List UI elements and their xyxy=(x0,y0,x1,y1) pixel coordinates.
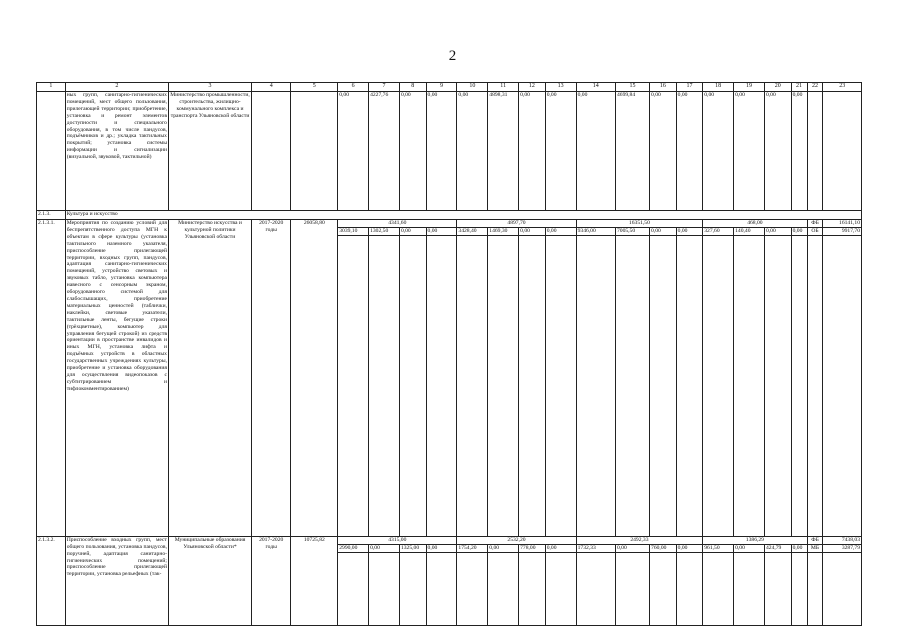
year-total: 1386,29 xyxy=(703,536,807,544)
measure-description: Приспособление входных групп, мест общего пользования, установка пандусов, поручней, адаптация санитарно-гигиенических помещений; приспособление прилегающей территории, установка рельефных (так- xyxy=(65,536,168,625)
year-total: 4315,00 xyxy=(338,536,457,544)
col-num: 22 xyxy=(807,83,823,92)
value-cell: 961,50 xyxy=(703,544,734,552)
table-row xyxy=(37,92,862,211)
section-code: 2.1.3. xyxy=(37,211,66,220)
value-cell: 0,00 xyxy=(650,227,677,235)
value-cell: 2990,00 xyxy=(338,544,369,552)
col-num: 2 xyxy=(65,83,168,92)
row-code: 2.1.3.2. xyxy=(37,536,66,625)
value-cell: 0,00 xyxy=(734,92,765,211)
value-cell: 0,00 xyxy=(426,544,457,552)
col-num: 6 xyxy=(338,83,369,92)
value-cell: 0,00 xyxy=(791,227,807,235)
col-num: 1 xyxy=(37,83,66,92)
value-cell: 0,00 xyxy=(369,544,400,552)
program-table xyxy=(36,82,862,626)
year-total: 2532,20 xyxy=(457,536,576,544)
source-total: 9917,70 xyxy=(823,227,862,235)
col-num: 4 xyxy=(252,83,291,92)
col-num: 5 xyxy=(291,83,338,92)
page-number: 2 xyxy=(448,48,457,64)
value-cell: 327,60 xyxy=(703,227,734,235)
value-cell: 0,00 xyxy=(399,227,426,235)
value-cell: 1469,30 xyxy=(488,227,519,235)
funding-source: ФБ xyxy=(807,220,823,228)
value-cell: 760,00 xyxy=(650,544,677,552)
value-cell: 0,00 xyxy=(545,544,576,552)
year-total: 468,00 xyxy=(703,220,807,228)
value-cell: 0,00 xyxy=(791,544,807,552)
period: 2017-2020 годы xyxy=(252,536,291,625)
value-cell: 0,00 xyxy=(650,92,677,211)
value-cell: 1732,33 xyxy=(576,544,615,552)
value-cell: 1302,50 xyxy=(369,227,400,235)
source-total: 3287,79 xyxy=(823,544,862,552)
table-row xyxy=(37,536,862,544)
col-num: 7 xyxy=(369,83,400,92)
value-cell: 0,00 xyxy=(399,92,426,211)
value-cell: 7005,50 xyxy=(615,227,649,235)
value-cell: 3039,10 xyxy=(338,227,369,235)
value-cell: 424,79 xyxy=(764,544,791,552)
col-num: 16 xyxy=(650,83,677,92)
col-num: 23 xyxy=(823,83,862,92)
executor: Министерство промышленности, строительства, жилищно-коммунального комплекса и транспорта Ульяновской области xyxy=(168,92,251,211)
value-cell: 0,00 xyxy=(426,227,457,235)
year-total: 4341,60 xyxy=(338,220,457,228)
year-total: 4897,70 xyxy=(457,220,576,228)
value-cell: 9346,00 xyxy=(576,227,615,235)
col-num: 17 xyxy=(676,83,703,92)
col-num: 3 xyxy=(168,83,251,92)
value-cell: 0,00 xyxy=(576,92,615,211)
value-cell: 0,00 xyxy=(488,544,519,552)
source-total: 16141,10 xyxy=(823,220,862,228)
value-cell: 778,00 xyxy=(519,544,546,552)
source-total: 7438,03 xyxy=(823,536,862,544)
total-cost: 26058,80 xyxy=(291,220,338,537)
value-cell: 0,00 xyxy=(519,227,546,235)
col-num: 11 xyxy=(488,83,519,92)
table-row xyxy=(37,220,862,228)
col-num: 13 xyxy=(545,83,576,92)
funding-source: МБ xyxy=(807,544,823,552)
value-cell: 0,00 xyxy=(457,92,488,211)
value-cell: 0,00 xyxy=(545,227,576,235)
funding-source: ОБ xyxy=(807,227,823,235)
col-num: 8 xyxy=(399,83,426,92)
value-cell: 0,00 xyxy=(764,227,791,235)
col-num: 12 xyxy=(519,83,546,92)
value-cell: 4227,76 xyxy=(369,92,400,211)
section-row xyxy=(37,211,862,220)
section-title: Культура и искусство xyxy=(65,211,861,220)
value-cell: 140,40 xyxy=(734,227,765,235)
executor: Муниципальные образования Ульяновской области* xyxy=(168,536,251,625)
value-cell: 0,00 xyxy=(676,92,703,211)
value-cell: 4699,84 xyxy=(615,92,649,211)
funding-source: ФБ xyxy=(807,536,823,544)
col-num: 18 xyxy=(703,83,734,92)
col-num: 21 xyxy=(791,83,807,92)
executor: Министерство искусства и культурной политики Ульяновской области xyxy=(168,220,251,537)
value-cell: 0,00 xyxy=(519,92,546,211)
value-cell: 0,00 xyxy=(676,544,703,552)
col-num: 9 xyxy=(426,83,457,92)
year-total: 16351,50 xyxy=(576,220,703,228)
row-code: 2.1.3.1. xyxy=(37,220,66,537)
value-cell: 0,00 xyxy=(338,92,369,211)
column-number-row xyxy=(37,83,862,92)
value-cell: 0,00 xyxy=(426,92,457,211)
value-cell: 0,00 xyxy=(764,92,791,211)
period: 2017-2020 годы xyxy=(252,220,291,537)
value-cell: 0,00 xyxy=(615,544,649,552)
measure-description: ных групп, санитарно-гигиенических помещений, мест общего пользования, прилегающей территории; приобретение, установка и ремонт элементов доступности и специального оборудования, в том числе пандусов, подъёмников и др.; укладка тактильных покрытий; установка системы информации и сигнализации (визуальной, звуковой, тактильной) xyxy=(65,92,168,211)
value-cell: 1325,00 xyxy=(399,544,426,552)
value-cell: 3428,40 xyxy=(457,227,488,235)
year-total: 2492,33 xyxy=(576,536,703,544)
total-cost: 10725,82 xyxy=(291,536,338,625)
col-num: 20 xyxy=(764,83,791,92)
col-num: 19 xyxy=(734,83,765,92)
value-cell: 0,00 xyxy=(734,544,765,552)
value-cell: 0,00 xyxy=(545,92,576,211)
value-cell: 4898,31 xyxy=(488,92,519,211)
value-cell: 1754,20 xyxy=(457,544,488,552)
value-cell: 0,00 xyxy=(791,92,807,211)
col-num: 10 xyxy=(457,83,488,92)
col-num: 14 xyxy=(576,83,615,92)
col-num: 15 xyxy=(615,83,649,92)
measure-description: Мероприятия по созданию условий для беспрепятственного доступа МГН к объектам в сфере культуры (установка тактильного наземного указателя, приспособление прилегающей территории, входных групп, пандусов, адаптация санитарно-гигиенических помещений, устройство световых и звуковых табло, установка компьютера навесного с сенсорным экраном, оборудованного системой для слабослышащих, приобретение материальных ценностей (таблички, наклейки, световые указатели, тактильные ленты, бегущие строки (трёхцветные), компьютер для управления бегущей строкой) из средств ориентации в пространстве инвалидов и иных МГН, установка лифта и подъёмных устройств в областных государственных учреждениях культуры, приобретение и установка оборудования для осуществления видеопоказов с субтитрированием и тифлокомментированием) xyxy=(65,220,168,537)
value-cell: 0,00 xyxy=(676,227,703,235)
value-cell: 0,00 xyxy=(703,92,734,211)
